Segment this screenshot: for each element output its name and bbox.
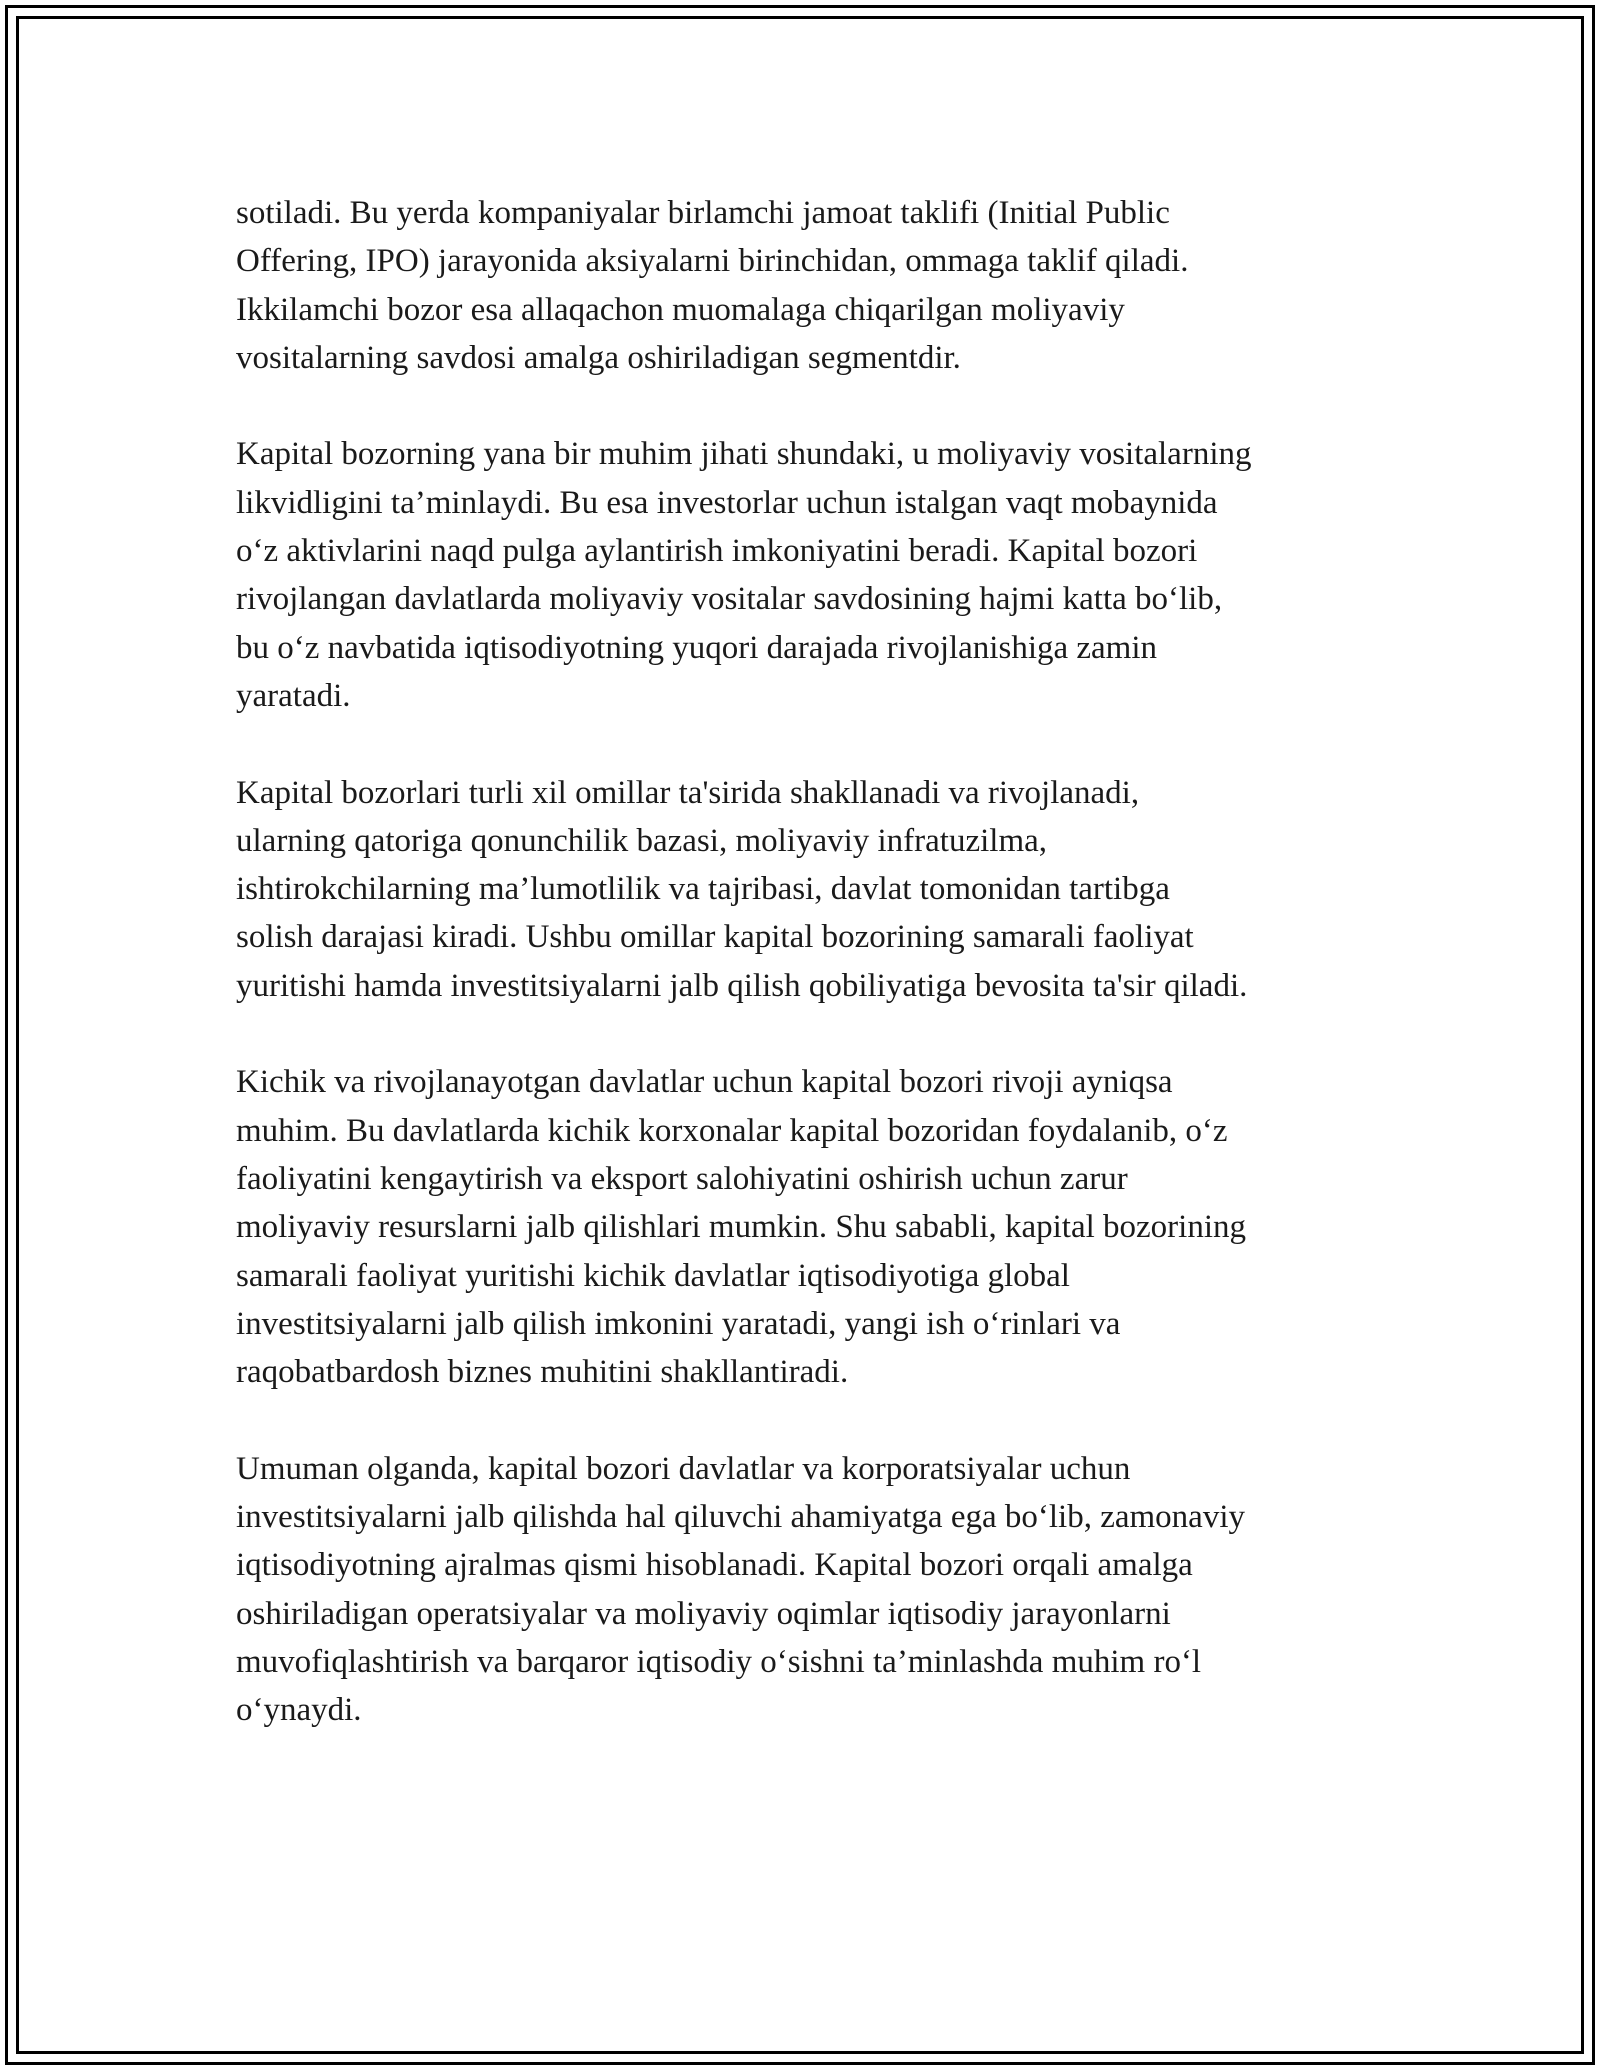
text-line: Kichik va rivojlanayotgan davlatlar uchun kapital bozori rivoji ayniqsa	[236, 1064, 1173, 1101]
text-line: rivojlangan davlatlarda moliyaviy vositalar savdosining hajmi katta bo‘lib,	[236, 581, 1223, 618]
text-line: o‘z aktivlarini naqd pulga aylantirish imkoniyatini beradi. Kapital bozori	[236, 533, 1198, 570]
paragraph-factors	[236, 769, 1386, 1010]
text-line: solish darajasi kiradi. Ushbu omillar kapital bozorining samarali faoliyat	[236, 919, 1194, 956]
text-line: samarali faoliyat yuritishi kichik davlatlar iqtisodiyotiga global	[236, 1257, 1070, 1294]
text-line: muvofiqlashtirish va barqaror iqtisodiy o‘sishni ta’minlashda muhim ro‘l	[236, 1643, 1202, 1680]
text-line: yaratadi.	[236, 677, 351, 714]
text-line: Kapital bozorlari turli xil omillar ta'sirida shakllanadi va rivojlanadi,	[236, 774, 1140, 811]
text-line: yuritishi hamda investitsiyalarni jalb qilish qobiliyatiga bevosita ta'sir qiladi.	[236, 967, 1248, 1004]
text-line: Umuman olganda, kapital bozori davlatlar va korporatsiyalar uchun	[236, 1450, 1131, 1487]
paragraph-conclusion	[236, 1445, 1386, 1735]
text-line: Offering, IPO) jarayonida aksiyalarni birinchidan, ommaga taklif qiladi.	[236, 243, 1189, 280]
text-line: raqobatbardosh biznes muhitini shakllantiradi.	[236, 1354, 849, 1391]
text-line: ularning qatoriga qonunchilik bazasi, moliyaviy infratuzilma,	[236, 822, 1048, 859]
text-line: ishtirokchilarning ma’lumotlilik va tajribasi, davlat tomonidan tartibga	[236, 871, 1170, 908]
text-line: Kapital bozorning yana bir muhim jihati shundaki, u moliyaviy vositalarning	[236, 436, 1252, 473]
paragraph-liquidity	[236, 430, 1386, 720]
text-line: o‘ynaydi.	[236, 1692, 362, 1729]
text-line: vositalarning savdosi amalga oshiriladigan segmentdir.	[236, 339, 961, 376]
text-line: bu o‘z navbatida iqtisodiyotning yuqori darajada rivojlanishiga zamin	[236, 629, 1158, 666]
text-line: investitsiyalarni jalb qilish imkonini yaratadi, yangi ish o‘rinlari va	[236, 1305, 1121, 1342]
text-line: oshiriladigan operatsiyalar va moliyaviy oqimlar iqtisodiy jarayonlarni	[236, 1595, 1171, 1632]
text-line: iqtisodiyotning ajralmas qismi hisoblanadi. Kapital bozori orqali amalga	[236, 1547, 1193, 1584]
text-line: investitsiyalarni jalb qilishda hal qiluvchi ahamiyatga ega bo‘lib, zamonaviy	[236, 1499, 1245, 1536]
paragraph-small-countries	[236, 1058, 1386, 1396]
text-line: muhim. Bu davlatlarda kichik korxonalar kapital bozoridan foydalanib, o‘z	[236, 1112, 1228, 1149]
text-line: moliyaviy resurslarni jalb qilishlari mumkin. Shu sababli, kapital bozorining	[236, 1209, 1247, 1246]
text-line: Ikkilamchi bozor esa allaqachon muomalaga chiqarilgan moliyaviy	[236, 291, 1125, 328]
text-line: sotiladi. Bu yerda kompaniyalar birlamchi jamoat taklifi (Initial Public	[236, 195, 1170, 231]
document-body	[236, 189, 1386, 1783]
text-line: likvidligini ta’minlaydi. Bu esa investorlar uchun istalgan vaqt mobaynida	[236, 484, 1218, 521]
paragraph-primary-secondary-market	[236, 189, 1386, 382]
text-line: faoliyatini kengaytirish va eksport salohiyatini oshirish uchun zarur	[236, 1160, 1128, 1197]
